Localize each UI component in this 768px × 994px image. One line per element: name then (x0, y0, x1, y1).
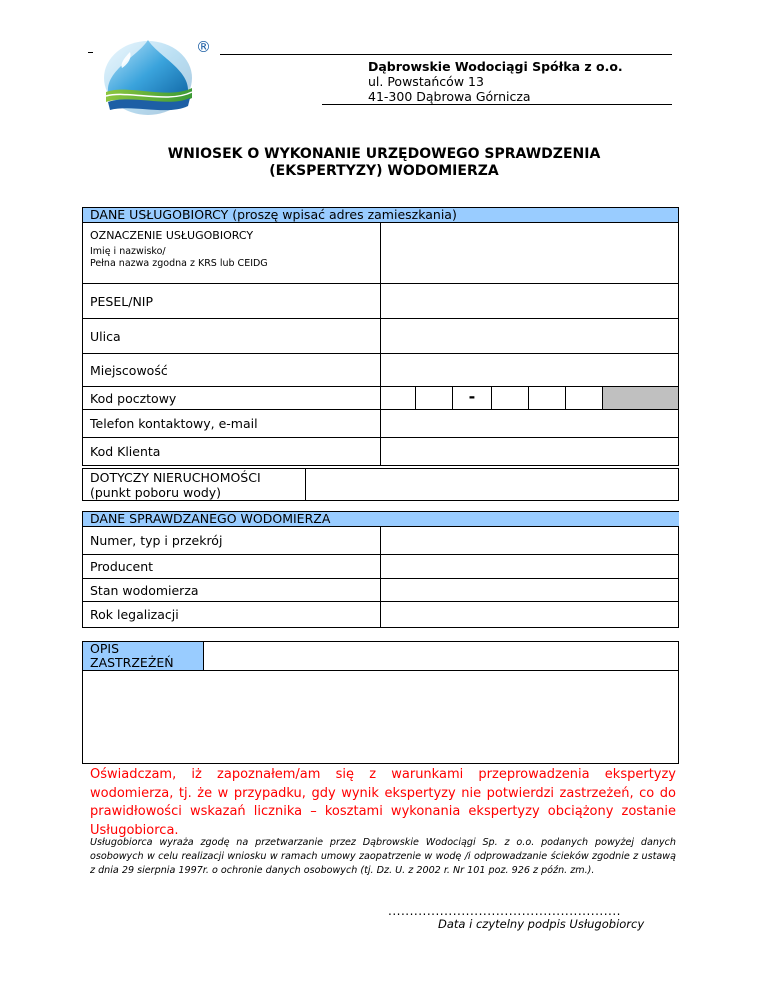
postal-label: Kod pocztowy (83, 387, 381, 410)
signature-label: Data i czytelny podpis Usługobiorcy (438, 917, 645, 931)
postal-digit-4[interactable] (529, 387, 566, 409)
company-street: ul. Powstańców 13 (368, 74, 484, 89)
legalization-year-label: Rok legalizacji (83, 602, 381, 628)
property-label (83, 469, 306, 501)
objections-header-text: OPIS ZASTRZEŻEŃ (83, 642, 204, 670)
postal-digit-1[interactable] (381, 387, 416, 409)
meter-number-label: Numer, typ i przekrój (83, 527, 381, 555)
postal-digit-5[interactable] (566, 387, 603, 409)
property-line-1: DOTYCZY NIERUCHOMOŚCI (90, 469, 261, 485)
client-data-table (82, 207, 679, 466)
name-hint-1: Imię i nazwisko/ (90, 246, 166, 257)
company-address (368, 59, 623, 104)
consent-text: Usługobiorca wyraża zgodę na przetwarzanie przez Dąbrowskie Wodociągi Sp. z o.o. podanych powyżej danych osobowych w celu realizacji wniosku w ramach umowy zaopatrzenie w wodę /i odprowadzanie ścieków zgodnie z ustawą z dnia 29 sierpnia 1997r. o ochronie danych osobowych (tj. Dz. U. z 2002 r. Nr 101 poz. 926 z późn. zm.). (90, 837, 676, 876)
title-line-2: (EKSPERTYZY) WODOMIERZA (269, 163, 499, 179)
document-title (0, 146, 768, 180)
client-name-field[interactable] (381, 223, 679, 284)
meter-number-field[interactable] (381, 527, 679, 555)
header-bottom-line (322, 104, 672, 105)
company-name: Dąbrowskie Wodociągi Spółka z o.o. (368, 59, 623, 74)
corner-mark (88, 52, 93, 53)
street-field[interactable] (381, 319, 679, 354)
producer-field[interactable] (381, 555, 679, 579)
street-label: Ulica (83, 319, 381, 354)
postal-dash: - (453, 387, 492, 409)
client-code-label: Kod Klienta (83, 438, 381, 466)
registered-mark: ® (196, 38, 211, 56)
meter-header-text: DANE SPRAWDZANEGO WODOMIERZA (90, 511, 331, 526)
phone-label: Telefon kontaktowy, e-mail (83, 410, 381, 438)
header-top-line (220, 54, 672, 55)
client-section-header: DANE USŁUGOBIORCY (proszę wpisać adres zamieszkania) (83, 208, 679, 223)
postal-code-cell (381, 387, 679, 410)
water-drop-logo-icon (98, 34, 208, 118)
meter-table (82, 511, 679, 628)
objections-table (82, 641, 679, 764)
client-code-field[interactable] (381, 438, 679, 466)
meter-state-label: Stan wodomierza (83, 579, 381, 602)
meter-state-field[interactable] (381, 579, 679, 602)
signature-dots: ...................................................... (388, 904, 621, 918)
legalization-year-field[interactable] (381, 602, 679, 628)
property-table (82, 468, 679, 501)
designation-text: OZNACZENIE USŁUGOBIORCY (90, 229, 254, 242)
city-label: Miejscowość (83, 354, 381, 387)
company-city: 41-300 Dąbrowa Górnicza (368, 89, 531, 104)
phone-field[interactable] (381, 410, 679, 438)
name-hint-2: Pełna nazwa zgodna z KRS lub CEIDG (90, 258, 268, 269)
pesel-field[interactable] (381, 284, 679, 319)
declaration-text: Oświadczam, iż zapoznałem/am się z warunkami przeprowadzenia ekspertyzy wodomierza, tj. że w przypadku, gdy wynik ekspertyzy nie potwierdzi zastrzeżeń, co do prawidłowości wskazań licznika – kosztami wykonania ekspertyzy obciążony zostanie Usługobiorca. (90, 767, 676, 838)
property-field[interactable] (306, 469, 679, 501)
objections-header (83, 642, 679, 671)
objections-field[interactable] (83, 671, 679, 764)
postal-unused-area (603, 387, 678, 409)
property-line-2: (punkt poboru wody) (90, 484, 222, 500)
postal-digit-2[interactable] (416, 387, 453, 409)
meter-section-header (83, 512, 679, 527)
postal-digit-3[interactable] (492, 387, 529, 409)
pesel-label: PESEL/NIP (83, 284, 381, 319)
title-line-1: WNIOSEK O WYKONANIE URZĘDOWEGO SPRAWDZENIA (167, 146, 601, 162)
city-field[interactable] (381, 354, 679, 387)
client-designation-label (83, 223, 381, 284)
producer-label: Producent (83, 555, 381, 579)
